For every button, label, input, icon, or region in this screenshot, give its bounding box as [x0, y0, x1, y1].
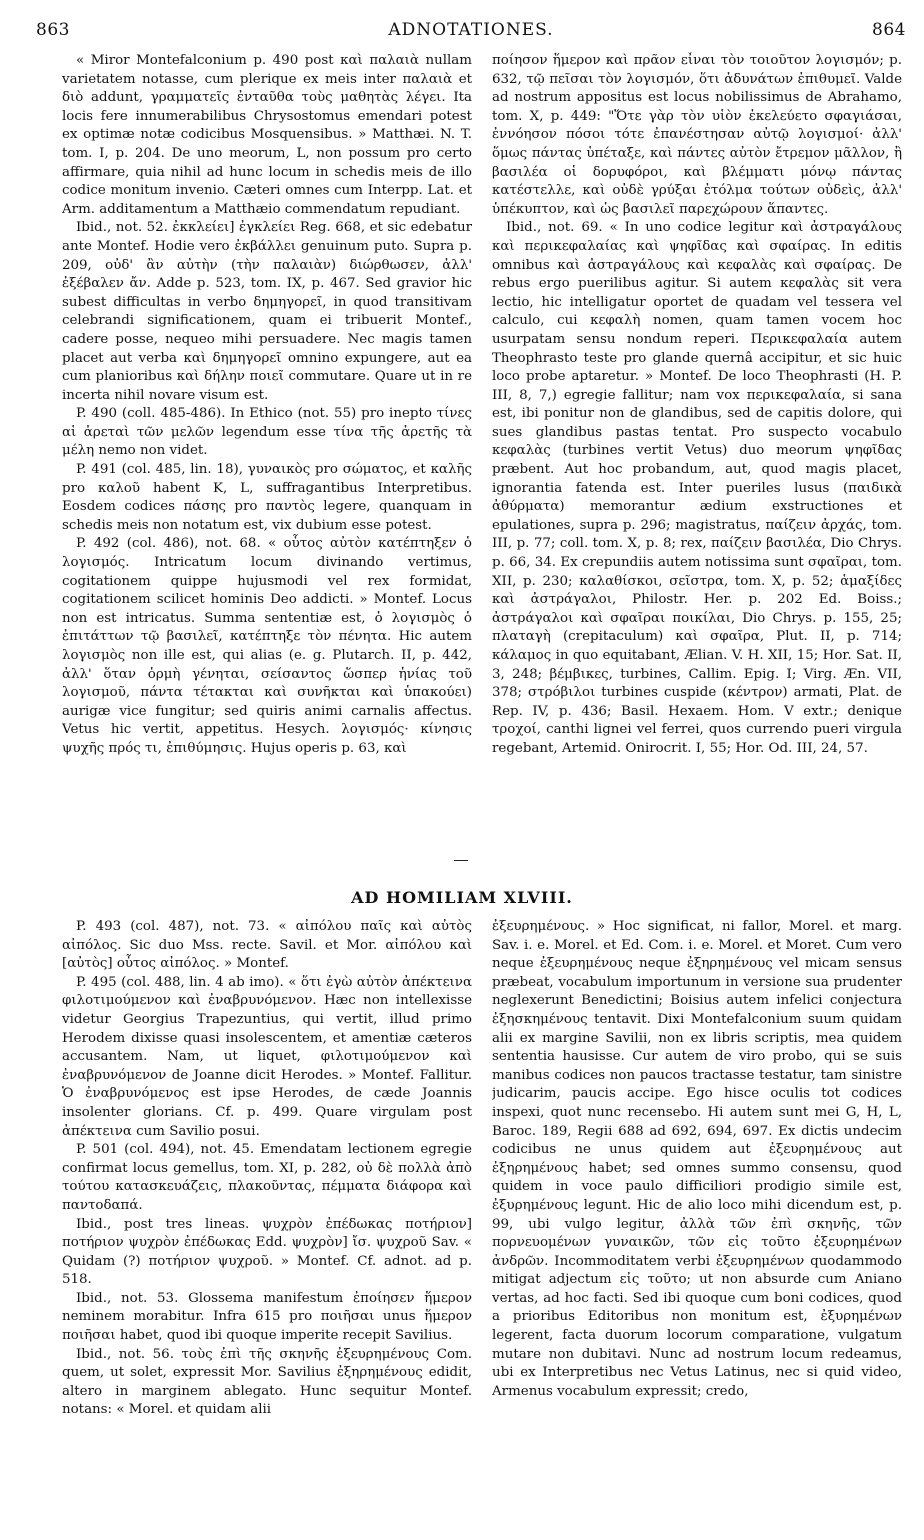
paragraph: P. 501 (col. 494), not. 45. Emendatam lectionem egregie confirmat locus gemellus, tom. XI, p. 282, οὐ δὲ πολλὰ ἀπὸ τούτου κατασκευάζεις, πλακοῦντας, πέμματα διάφορα καὶ παντοδαπά. [62, 1142, 472, 1213]
page-number-right: 864 [872, 20, 906, 40]
paragraph: Ibid., not. 69. « In uno codice legitur καὶ ἀστραγάλους καὶ περικεφαλαίας καὶ ψηφῖδας καὶ σφαίρας. In editis omnibus καὶ ἀστραγάλους καὶ κεφαλὰς καὶ σφαίρας. De rebus ergo puerilibus agitur. Si autem κεφαλὰς sit vera lectio, hic intelligatur oportet de quadam vel tessera vel calculo, cui κεφαλὴ nomen, quam tamen vocem hoc usurpatam sensu nondum reperi. Περικεφαλαία autem Theophrasto teste pro glande quernâ accipitur, et sic huic loco probe aptaretur. » Montef. De loco Theophrasti (H. P. III, 8, 7,) egregie fallitur; nam vox περικεφαλαία, si sana est, ibi ponitur non de glandibus, sed de capitis dolore, qui sues glandibus pastas tentat. Pro suspecto vocabulo κεφαλὰς (turbines vertit Vetus) duo meorum ψηφῖδας præbent. Aut hoc probandum, aut, quod magis placet, ignorantia fatenda est. Inter pueriles lusus (παιδικὰ ἀθύρματα) memorantur ædium exstructiones et epulationes, supra p. 296; magistratus, παίζειν ἀρχάς, tom. III, p. 77; coll. tom. X, p. 8; rex, παίζειν βασιλέα, Dio Chrys. p. 66, 34. Ex crepundiis autem notissima sunt σφαῖραι, tom. XII, p. 230; καλαθίσκοι, σεῖστρα, tom. X, p. 52; ἁμαξίδες καὶ ἀστράγαλοι, Philostr. Her. p. 202 Ed. Boiss.; ἀστράγαλοι καὶ σφαῖραι ποικίλαι, Dio Chrys. p. 155, 25; πλαταγὴ (crepitaculum) καὶ σφαῖρα, Plut. II, p. 714; κάλαμος in quo equitabant, Ælian. V. H. XII, 15; Hor. Sat. II, 3, 248; βέμβικες, turbines, Callim. Epig. I; Virg. Æn. VII, 378; στρόβιλοι turbines cuspide (κέντρον) armati, Plat. de Rep. IV, p. 436; Basil. Hexaem. Hom. V extr.; denique τροχοί, canthi lignei vel ferrei, quos currendo pueri virgula regebant, Artemid. Onirocrit. I, 55; Hor. Od. III, 24, 57. [492, 220, 902, 756]
paragraph: P. 493 (col. 487), not. 73. « αἰπόλου παῖς καὶ αὐτὸς αἰπόλος. Sic duo Mss. recte. Savil. et Mor. αἰπόλου καὶ [αὐτὸς] οὗτος αἰπόλος. » Montef. [62, 919, 472, 972]
paragraph: Ibid., post tres lineas. ψυχρὸν ἐπέδωκας ποτήριον] ποτήριον ψυχρὸν ἐπέδωκας Edd. ψυχρὸν] ἴσ. ψυχροῦ Sav. « Quidam (?) ποτήριον ψυχροῦ. » Montef. Cf. adnot. ad p. 518. [62, 1216, 472, 1288]
lower-right-column [492, 918, 902, 1528]
page-number-left: 863 [36, 20, 70, 40]
lower-columns [62, 918, 902, 1528]
paragraph: « Miror Montefalconium p. 490 post καὶ παλαιὰ nullam varietatem notasse, cum plerique ex meis inter παλαιὰ et διὸ addunt, γραμματεῖς ἐνταῦθα τοὺς μαθητὰς λέγει. Ita locis fere innumerabilibus Chrysostomus emendari potest ex optimæ notæ codicibus Mosquensibus. » Matthæi. N. T. tom. I, p. 204. De uno meorum, L, non possum pro certo affirmare, quia nihil ad hunc locum in schedis meis de illo codice monitum invenio. Cæteri omnes cum Interpp. Lat. et Arm. additamentum a Matthæio commendatum repudiant. [62, 53, 472, 217]
section-title: AD HOMILIAM XLVIII. [351, 888, 573, 907]
upper-columns [62, 52, 902, 852]
paragraph: ἐξευρημένους. » Hoc significat, ni fallor, Morel. et marg. Sav. i. e. Morel. et Ed. Com. i. e. Morel. et Moret. Cum vero neque ἐξευρημένους neque ἐξηρημένους vel micam sensus præbeat, vocabulum importunum in versione sua prudenter neglexerunt Benedictini; Boisius autem infelici conjectura ἐξησκημένους tentavit. Dixi Montefalconium suum quidam alii ex margine Savilii, non ex libris scriptis, mea quidem sententia hausisse. Cur autem de viro probo, qui se suis manibus codices non paucos tractasse testatur, tam sinistre judicarim, paucis accipe. Ego hisce oculis tot codices inspexi, quot nunc recensebo. Hi autem sunt mei G, H, L, Baroc. 189, Regii 688 ad 692, 694, 697. Ex dictis undecim codicibus ne unus quidem aut ἐξευρημένους aut ἐξηρημένους habet; sed omnes summo consensu, quod quidem in voce paulo difficiliori prodigio simile est, ἐξυρημένους legunt. Hic de alio loco mihi dicendum est, p. 99, ubi vulgo legitur, ἀλλὰ τῶν ἐπὶ σκηνῆς, τῶν πορνευομένων γυναικῶν, τῶν εἰς τοῦτο ἐξευρημένων ἀνδρῶν. Incommoditatem verbi ἐξευρημένων quodammodo mitigat adjectum εἰς τοῦτο; ut non absurde cum Aniano vertas, ad hoc facti. Sed ibi quoque cum boni codices, quod a prioribus Editoribus non monitum est, ἐξυρημένων legerent, facta duorum locorum comparatione, vulgatum mutare non dubitavi. Nunc ad nostrum locum redeamus, ubi ex Interpretibus nec Vetus Latinus, nec si quid video, Armenus vocabulum expressit; credo, [492, 919, 902, 1399]
page-header [36, 20, 906, 44]
section-divider [454, 860, 468, 861]
paragraph: P. 490 (coll. 485-486). In Ethico (not. 55) pro inepto τίνες αἱ ἀρεταὶ τῶν μελῶν legendum esse τίνα τῆς ἀρετῆς τὰ μέλη nemo non videt. [62, 406, 472, 459]
lower-left-column [62, 918, 472, 1528]
paragraph: P. 495 (col. 488, lin. 4 ab imo). « ὅτι ἐγὼ αὐτὸν ἀπέκτεινα φιλοτιμούμενον καὶ ἐναβρυνόμενον. Hæc non intellexisse videtur Georgius Trapezuntius, qui vertit, illud primo Herodem dixisse quasi insolescentem, et amentiæ cæteros accusantem. Nam, ut liquet, φιλοτιμούμενον καὶ ἐναβρυνόμενον de Joanne dicit Herodes. » Montef. Fallitur. Ὁ ἐναβρυνόμενος est ipse Herodes, de cæde Joannis insolenter glorians. Cf. p. 499. Quare virgulam post ἀπέκτεινα cum Savilio posui. [62, 974, 472, 1139]
paragraph: P. 491 (col. 485, lin. 18), γυναικὸς pro σώματος, et καλῆς pro καλοῦ habent K, L, suffragantibus Interpretibus. Eosdem codices πάσης pro παντὸς legere, quanquam in schedis meis non notatum est, vix dubium esse potest. [62, 462, 472, 533]
running-title: ADNOTATIONES. [388, 20, 554, 40]
paragraph: Ibid., not. 53. Glossema manifestum ἐποίησεν ἥμερον neminem morabitur. Infra 615 pro ποιῆσαι unus ἥμερον ποιῆσαι habet, quod ibi quoque imperite recepit Savilius. [62, 1290, 472, 1344]
upper-left-column [62, 52, 472, 852]
paragraph: ποίησον ἥμερον καὶ πρᾶον εἶναι τὸν τοιοῦτον λογισμόν; p. 632, τῷ πεῖσαι τὸν λογισμόν, ὅτι ἀδυνάτων ἐπιθυμεῖ. Valde ad nostrum appositus est locus nobilissimus de Abrahamo, tom. X, p. 449: "Ὅτε γὰρ τὸν υἱὸν ἐκελεύετο σφαγιάσαι, ἐννόησον πόσοι τότε ἐπανέστησαν αὐτῷ λογισμοί· ἀλλ' ὅμως πάντας ὑπέταξε, καὶ πάντες αὐτὸν ἔτρεμον μᾶλλον, ἢ βασιλέα οἱ δορυφόροι, καὶ βλέμματι μόνῳ πάντας κατέστελλε, καὶ οὐδὲ γρύξαι ἐτόλμα τούτων οὐδεὶς, ἀλλ' ὑπέκυπτον, καὶ ὡς βασιλεῖ παρεχώρουν ἅπαντες. [492, 53, 902, 217]
paragraph: Ibid., not. 52. ἐκκλείει] ἐγκλείει Reg. 668, et sic edebatur ante Montef. Hodie vero ἐκβάλλει genuinum puto. Supra p. 209, οὐδ' ἂν αὐτὴν (τὴν παλαιὰν) διώρθωσεν, ἀλλ' ἐξέβαλεν ἄν. Adde p. 523, tom. IX, p. 467. Sed gravior hic subest difficultas in verbo δημηγορεῖ, in quod transitivam celebrandi significationem, quam ei tribuerit Montef., cadere posse, nequeo mihi persuadere. Nec magis tamen placet aut verba καὶ δημηγορεῖ omnino expungere, aut ea cum planioribus καὶ δήλην ποιεῖ commutare. Quare ut in re incerta nihil novare visum est. [62, 220, 472, 403]
upper-right-column [492, 52, 902, 852]
paragraph: Ibid., not. 56. τοὺς ἐπὶ τῆς σκηνῆς ἐξευρημένους Com. quem, ut solet, expressit Mor. Savilius ἐξηρημένους edidit, altero in marginem ablegato. Hunc sequitur Montef. notans: « Morel. et quidam alii [62, 1346, 472, 1418]
paragraph: P. 492 (col. 486), not. 68. « οὗτος αὐτὸν κατέπτηξεν ὁ λογισμός. Intricatum locum divinando vertimus, cogitationem quippe hujusmodi vel rex formidat, cogitationem scilicet hominis Deo addicti. » Montef. Locus non est intricatus. Summa sententiæ est, ὁ λογισμὸς ὁ ἐπιτάττων τῷ βασιλεῖ, κατέπτηξε τὸν πένητα. Hic autem λογισμὸς non ille est, qui alias (e. g. Plutarch. II, p. 442, ἀλλ' ὅταν ὁρμὴ γένηται, σείσαντος ὥσπερ ἡνίας τοῦ λογισμοῦ, πάντα τέτακται καὶ συνῆκται καὶ ὑπακούει) aurigæ vice fungitur; sed quiris animi carnalis affectus. Vetus hic vertit, appetitus. Hesych. λογισμός· κίνησις ψυχῆς πρός τι, ἐπιθύμησις. Hujus operis p. 63, καὶ [62, 536, 472, 756]
